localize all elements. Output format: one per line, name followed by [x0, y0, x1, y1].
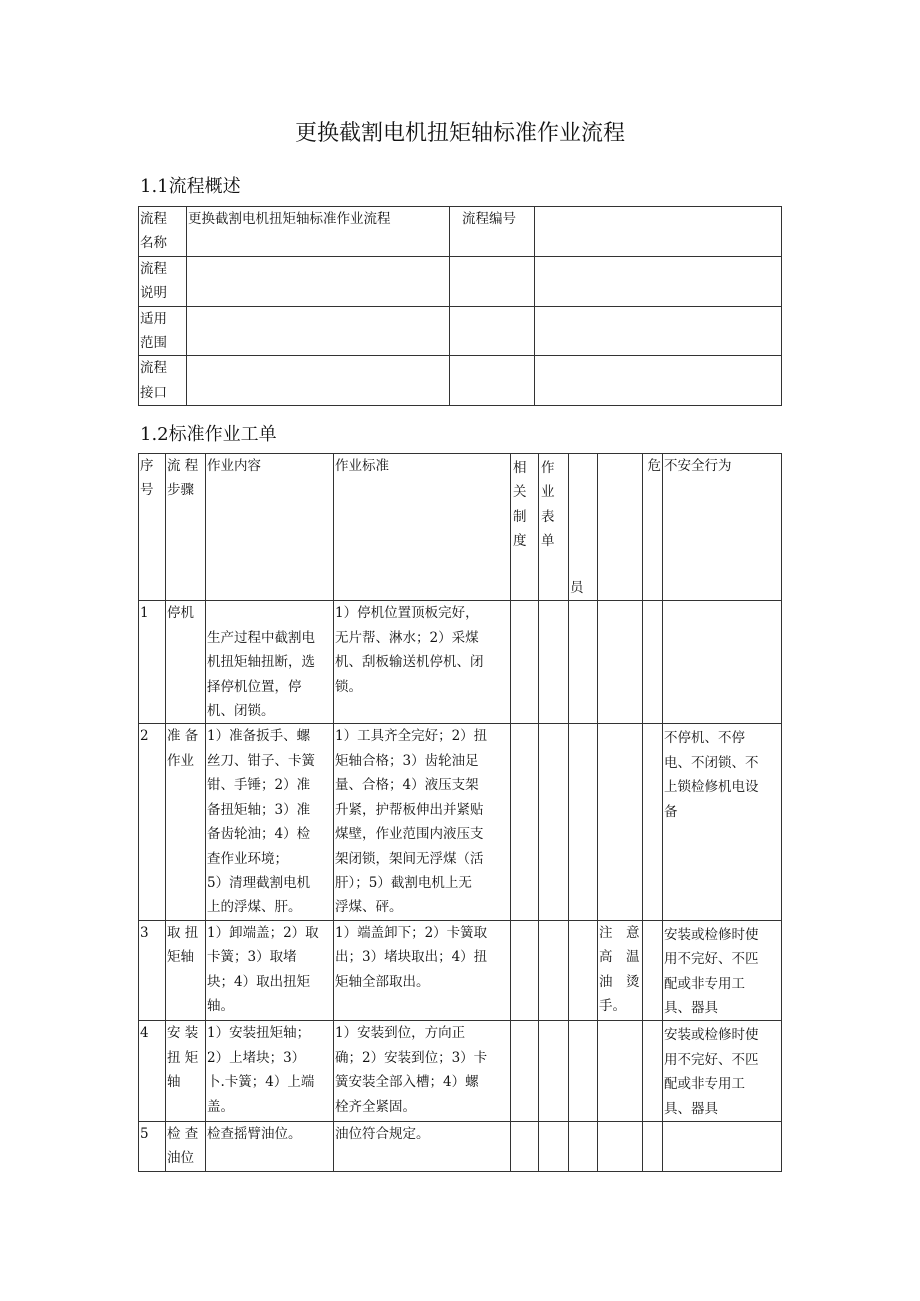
overview-cell-label2: [450, 306, 535, 356]
overview-cell-value2: [535, 306, 782, 356]
cell-unsafe: 安装或检修时使 用不完好、不匹 配或非专用工 具、器具: [663, 1021, 782, 1122]
section-heading-work-order: 1.2标准作业工单: [140, 424, 277, 445]
cell-c5: [511, 724, 539, 920]
cell-c9: [643, 724, 663, 920]
cell-c6: [539, 724, 569, 920]
cell-content: 生产过程中截割电 机扭矩轴扭断，选 择停机位置，停 机、闭锁。: [206, 601, 334, 724]
process-overview-table: [138, 206, 782, 406]
cell-c5: [511, 1121, 539, 1171]
cell-unsafe: 安装或检修时使 用不完好、不匹 配或非专用工 具、器具: [663, 920, 782, 1021]
column-header: 不安全行为: [663, 454, 782, 601]
cell-no: 3: [139, 920, 166, 1021]
overview-row: [139, 207, 782, 257]
cell-no: 5: [139, 1121, 166, 1171]
overview-cell-value2: [535, 207, 782, 257]
column-header: 序 号: [139, 454, 166, 601]
cell-unsafe: [663, 601, 782, 724]
cell-step: 检 查 油位: [166, 1121, 206, 1171]
overview-cell-label: 流程 接口: [139, 356, 187, 406]
table-row: [139, 724, 782, 920]
cell-c6: [539, 601, 569, 724]
overview-cell-label2: [450, 256, 535, 306]
table-row: [139, 1021, 782, 1122]
cell-content: 检查摇臂油位。: [206, 1121, 334, 1171]
cell-standard: 1）端盖卸下；2）卡簧取 出；3）堵块取出；4）扭 矩轴全部取出。: [334, 920, 511, 1021]
overview-cell-label: 流程 名称: [139, 207, 187, 257]
cell-c8: [598, 1021, 643, 1122]
header-row: [139, 454, 782, 601]
overview-cell-value: 更换截割电机扭矩轴标准作业流程: [187, 207, 450, 257]
cell-unsafe: 不停机、不停 电、不闭锁、不 上锁检修机电设 备: [663, 724, 782, 920]
table-row: [139, 920, 782, 1021]
table-row: [139, 601, 782, 724]
column-header: 作业标准: [334, 454, 511, 601]
cell-c9: [643, 1021, 663, 1122]
cell-no: 4: [139, 1021, 166, 1122]
cell-c5: [511, 601, 539, 724]
overview-cell-label2: 流程编号: [450, 207, 535, 257]
cell-c7: [569, 601, 598, 724]
column-header: 员: [569, 454, 598, 601]
column-header: 流 程 步骤: [166, 454, 206, 601]
cell-c8: [598, 1121, 643, 1171]
cell-c9: [643, 1121, 663, 1171]
overview-cell-value: [187, 256, 450, 306]
standard-work-order-table: [138, 453, 782, 1172]
overview-cell-value: [187, 306, 450, 356]
document-title: 更换截割电机扭矩轴标准作业流程: [294, 121, 625, 146]
cell-standard: 1）停机位置顶板完好， 无片帮、淋水；2）采煤 机、刮板输送机停机、闭 锁。: [334, 601, 511, 724]
cell-unsafe: [663, 1121, 782, 1171]
cell-content: 1）卸端盖；2）取 卡簧；3）取堵 块；4）取出扭矩 轴。: [206, 920, 334, 1021]
cell-step: 取 扭 矩轴: [166, 920, 206, 1021]
column-header: 作业内容: [206, 454, 334, 601]
overview-cell-label2: [450, 356, 535, 406]
overview-cell-value: [187, 356, 450, 406]
cell-c7: [569, 1121, 598, 1171]
overview-cell-label: 适用 范围: [139, 306, 187, 356]
overview-cell-value2: [535, 256, 782, 306]
cell-c7: [569, 920, 598, 1021]
cell-c7: [569, 724, 598, 920]
overview-cell-label: 流程 说明: [139, 256, 187, 306]
section-heading-overview: 1.1流程概述: [140, 176, 241, 197]
cell-c6: [539, 1021, 569, 1122]
cell-c8: 注 意 高 温 油 烫 手。: [598, 920, 643, 1021]
cell-c6: [539, 1121, 569, 1171]
cell-c5: [511, 1021, 539, 1122]
cell-c5: [511, 920, 539, 1021]
cell-c8: [598, 601, 643, 724]
cell-standard: 油位符合规定。: [334, 1121, 511, 1171]
cell-c8: [598, 724, 643, 920]
overview-row: [139, 256, 782, 306]
cell-no: 2: [139, 724, 166, 920]
cell-c6: [539, 920, 569, 1021]
overview-row: [139, 306, 782, 356]
overview-row: [139, 356, 782, 406]
column-header: [598, 454, 643, 601]
cell-step: 准 备 作业: [166, 724, 206, 920]
cell-content: 1）准备扳手、螺 丝刀、钳子、卡簧 钳、手锤；2）准 备扭矩轴；3）准 备齿轮油；4）检 查作业环境； 5）清理截割电机 上的浮煤、肝。: [206, 724, 334, 920]
cell-step: 安 装 扭 矩 轴: [166, 1021, 206, 1122]
cell-step: 停机: [166, 601, 206, 724]
column-header: 作 业 表 单: [539, 454, 569, 601]
cell-standard: 1）安装到位，方向正 确；2）安装到位；3）卡 簧安装全部入槽；4）螺 栓齐全紧固。: [334, 1021, 511, 1122]
cell-c9: [643, 920, 663, 1021]
cell-standard: 1）工具齐全完好；2）扭 矩轴合格；3）齿轮油足 量、合格；4）液压支架 升紧，护帮板伸出并紧贴 煤壁，作业范围内液压支 架闭锁，架间无浮煤（活 肝）；5）截割电机上无 浮煤、砰。: [334, 724, 511, 920]
table-row: [139, 1121, 782, 1171]
column-header: 相 关 制 度: [511, 454, 539, 601]
cell-content: 1）安装扭矩轴； 2）上堵块；3） 卜.卡簧；4）上端 盖。: [206, 1021, 334, 1122]
overview-cell-value2: [535, 356, 782, 406]
column-header: 危: [643, 454, 663, 601]
cell-c7: [569, 1021, 598, 1122]
cell-c9: [643, 601, 663, 724]
cell-no: 1: [139, 601, 166, 724]
